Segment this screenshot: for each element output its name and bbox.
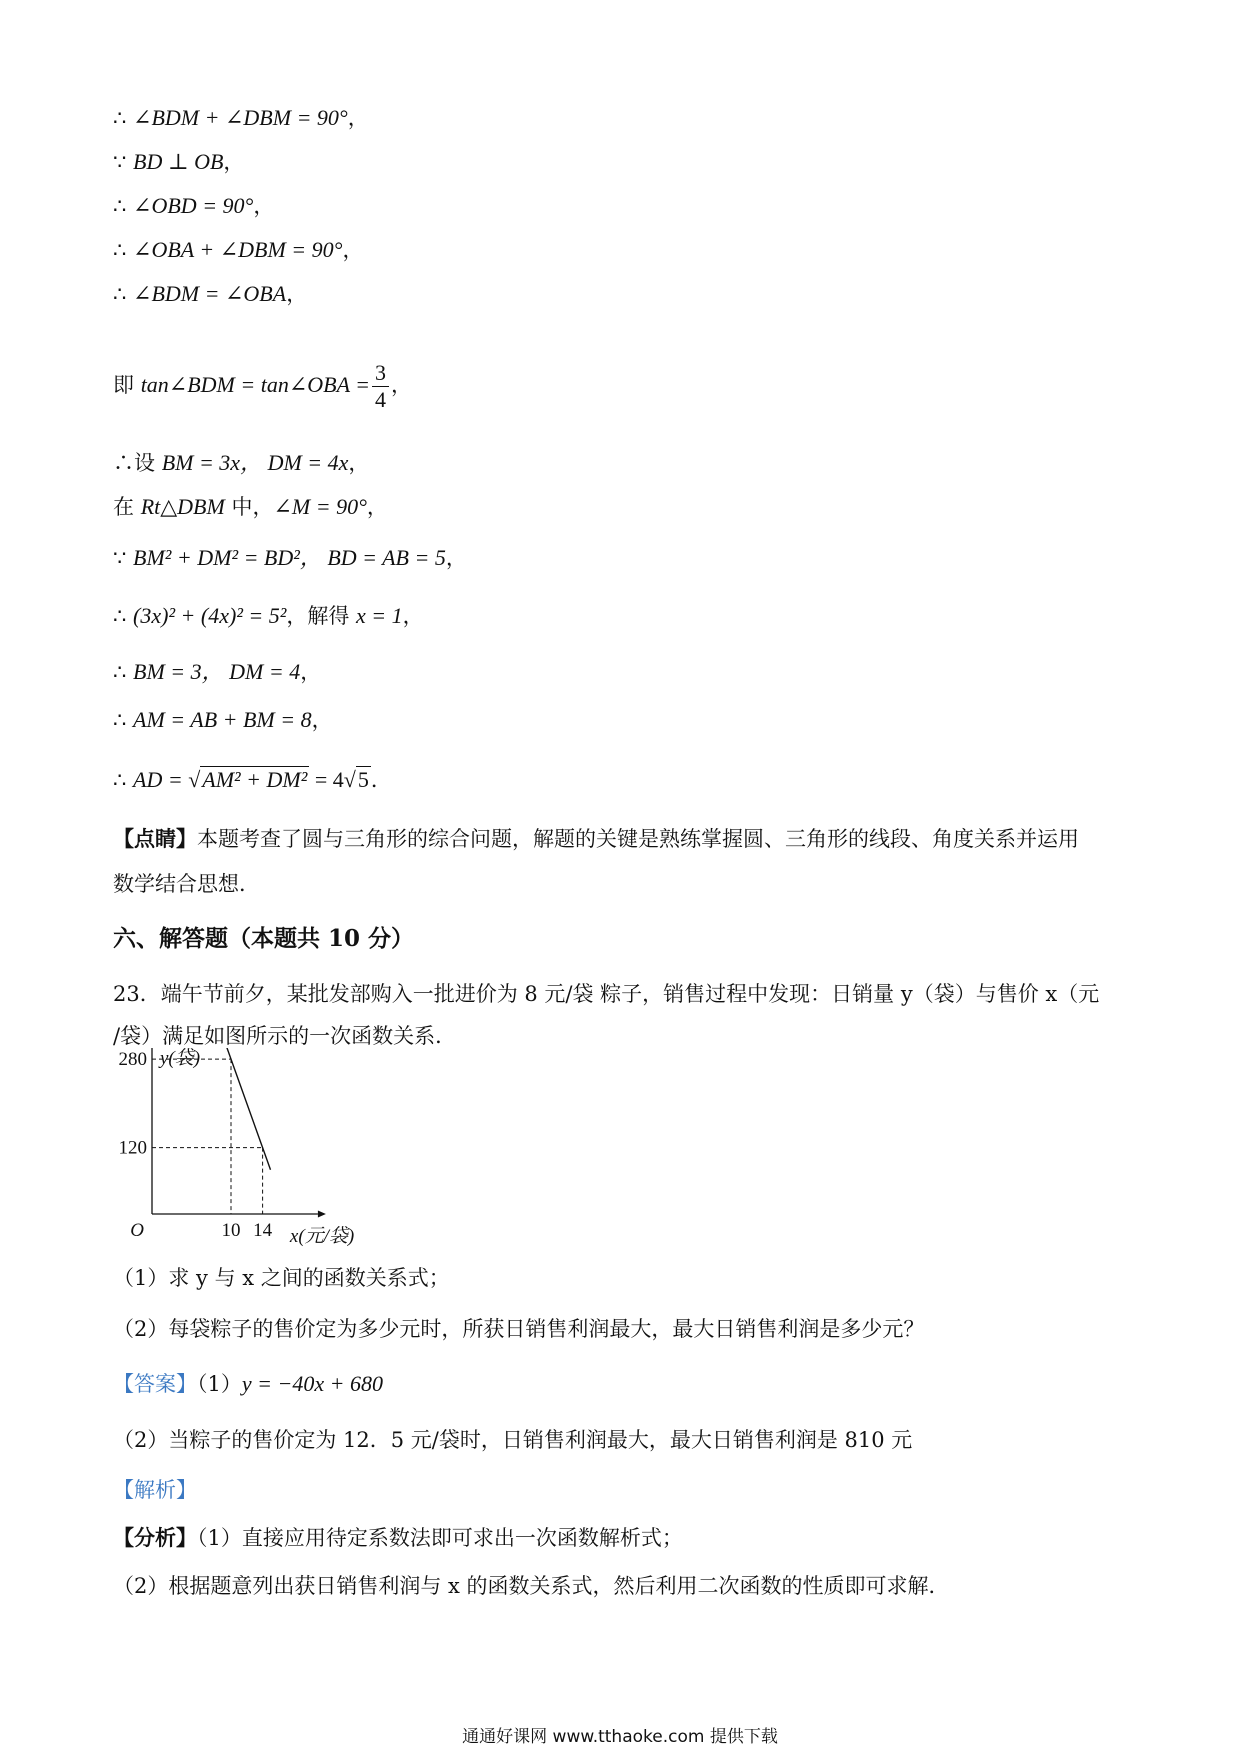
math-expression: ∠BDM = ∠OBA [133,281,287,306]
math-expression: ∠OBD = 90° [133,193,254,218]
math-expression: BD ⊥ OB [133,149,224,174]
dianjing-line-1: 【点睛】本题考查了圆与三角形的综合问题，解题的关键是熟练掌握圆、三角形的线段、角度关系并运用 [113,826,1079,851]
function-line [223,1048,270,1170]
step-4: ∴ ∠OBA + ∠DBM = 90°， [113,237,364,262]
math-expression: tan∠BDM = tan∠OBA = [140,372,370,397]
step-9: ∴ (3x)² + (4x)² = 5²，解得 x = 1， [113,603,424,628]
math-expression: (3x)² + (4x)² = 5² [133,603,287,628]
origin-label: O [130,1220,144,1241]
math-expression: Rt△DBM [140,494,225,519]
section-heading: 六、解答题（本题共 10 分） [113,925,415,952]
math-expression: AM = AB + BM = 8 [133,707,312,732]
x-axis-label: x(元/袋) [289,1226,355,1247]
answer-formula: y = −40x + 680 [241,1371,383,1396]
math-expression: BM = 3， DM = 4 [133,659,301,684]
math-expression: BM² + DM² = BD²， BD = AB = 5 [133,545,446,570]
math-expression: BM = 3x， DM = 4x [161,450,349,475]
radicand: 5 [357,767,369,792]
x-tick-label: 10 [221,1220,241,1241]
footer-credit: 通通好课网 www.tthaoke.com 提供下载 [462,1727,778,1747]
question-line-1: 23．端午节前夕，某批发部购入一批进价为 8 元/袋 粽子，销售过程中发现：日销量 y（袋）与售价 x（元 [113,982,1100,1006]
dianjing-tag: 【点睛】 [113,826,197,851]
step-7: 在 Rt△DBM 中，∠M = 90°， [113,494,388,519]
answer-line-2: （2）当粽子的售价定为 12．5 元/袋时，日销售利润最大，最大日销售利润是 810 元 [113,1428,913,1452]
analysis-line-1: 【分析】（1）直接应用待定系数法即可求出一次函数解析式； [113,1525,683,1550]
math-expression: AD = [133,767,189,792]
step-8: ∵ BM² + DM² = BD²， BD = AB = 5， [113,545,467,570]
y-tick-label: 280 [118,1049,147,1071]
function-graph [108,1048,388,1248]
math-expression: ∠OBA + ∠DBM = 90° [133,237,343,262]
step-10: ∴ BM = 3， DM = 4， [113,659,322,684]
dianjing-line-2: 数学结合思想． [113,872,260,896]
y-tick-label: 120 [118,1137,147,1159]
subquestion-1: （1）求 y 与 x 之间的函数关系式； [113,1266,450,1290]
answer-line-1: 【答案】（1）y = −40x + 680 [113,1371,383,1396]
x-tick-label: 14 [253,1220,273,1241]
step-11: ∴ AM = AB + BM = 8， [113,707,333,732]
analysis-line-2: （2）根据题意列出获日销售利润与 x 的函数关系式，然后利用二次函数的性质即可求解． [113,1574,950,1598]
fraction: $\frac{3}{4}$ [372,360,389,413]
step-2: ∵ BD ⊥ OB， [113,149,245,174]
y-axis-label: y(袋) [160,1048,201,1069]
tan-step: 即 tan∠BDM = tan∠OBA = $\frac{3}{4}$ ， [113,360,412,412]
answer-tag: 【答案】 [113,1372,197,1396]
analysis-tag: 【分析】 [113,1525,197,1550]
step-6: ∴设 BM = 3x， DM = 4x， [113,450,370,475]
step-12: ∴ AD = √AM² + DM² = 4√5． [113,767,392,792]
radicand: AM² + DM² [202,767,308,792]
step-5: ∴ ∠BDM = ∠OBA， [113,281,308,306]
step-1: ∴ ∠BDM + ∠DBM = 90°， [113,105,369,130]
math-expression: ∠M = 90° [273,494,367,519]
jiexi-tag: 【解析】 [113,1478,197,1502]
subquestion-2: （2）每袋粽子的售价定为多少元时，所获日销售利润最大，最大日销售利润是多少元？ [113,1317,925,1341]
math-expression: x = 1 [356,603,403,628]
math-expression: ∠BDM + ∠DBM = 90° [133,105,348,130]
step-3: ∴ ∠OBD = 90°， [113,193,275,218]
question-line-2: /袋）满足如图所示的一次函数关系． [113,1024,457,1048]
x-axis-arrow [318,1211,326,1218]
